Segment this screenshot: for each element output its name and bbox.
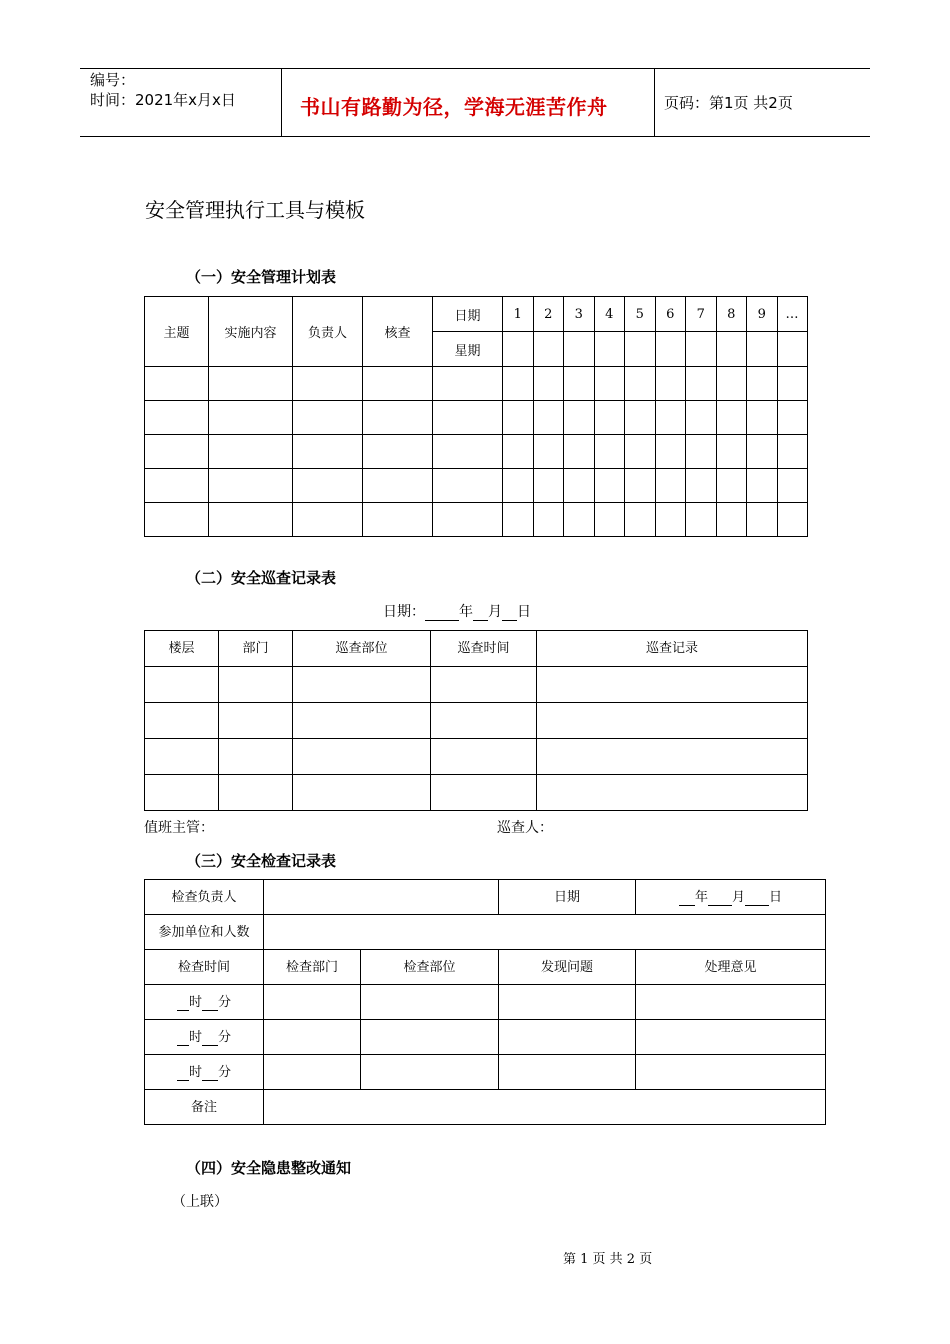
inspection-record-table xyxy=(144,879,826,1125)
document-number-label: 编号： xyxy=(90,71,136,89)
weekday-cell[interactable] xyxy=(594,332,625,367)
table-row xyxy=(145,775,808,811)
table-cell[interactable] xyxy=(503,435,534,469)
time-cell[interactable] xyxy=(145,1020,264,1055)
header-handling-opinion: 处理意见 xyxy=(636,950,826,985)
weekday-cell[interactable] xyxy=(777,332,807,367)
table-cell[interactable] xyxy=(431,775,537,811)
table-cell[interactable] xyxy=(655,401,686,435)
year-blank[interactable] xyxy=(425,604,459,621)
table-cell[interactable] xyxy=(433,503,503,537)
day-header: 2 xyxy=(533,297,564,332)
header-topic: 主题 xyxy=(145,297,209,367)
time-cell[interactable] xyxy=(145,985,264,1020)
header-weekday: 星期 xyxy=(433,332,503,367)
hour-label: 时 xyxy=(188,995,202,1010)
table-cell[interactable] xyxy=(533,401,564,435)
header-found-issues: 发现问题 xyxy=(499,950,636,985)
table-cell[interactable] xyxy=(625,367,656,401)
table-cell[interactable] xyxy=(209,401,293,435)
weekday-cell[interactable] xyxy=(747,332,778,367)
year-label: 年 xyxy=(694,890,708,905)
table-cell[interactable] xyxy=(686,435,717,469)
day-header: 8 xyxy=(716,297,747,332)
weekday-cell[interactable] xyxy=(533,332,564,367)
table-cell[interactable] xyxy=(747,401,778,435)
table-cell[interactable] xyxy=(533,469,564,503)
table-cell[interactable] xyxy=(363,469,433,503)
header-patrol-area: 巡查部位 xyxy=(293,631,431,667)
table-cell[interactable] xyxy=(361,985,499,1020)
table-cell[interactable] xyxy=(145,703,219,739)
header-divider xyxy=(281,69,282,136)
day-header: 3 xyxy=(564,297,595,332)
header-content: 实施内容 xyxy=(209,297,293,367)
table-cell[interactable] xyxy=(209,367,293,401)
table-cell[interactable] xyxy=(433,367,503,401)
table-cell[interactable] xyxy=(293,401,363,435)
day-header: … xyxy=(777,297,807,332)
table-cell[interactable] xyxy=(431,667,537,703)
weekday-cell[interactable] xyxy=(716,332,747,367)
table-cell[interactable] xyxy=(537,703,808,739)
safety-plan-table xyxy=(144,296,808,537)
header-divider xyxy=(654,69,655,136)
table-cell[interactable] xyxy=(264,1055,361,1090)
table-cell[interactable] xyxy=(716,401,747,435)
table-cell[interactable] xyxy=(363,503,433,537)
table-cell[interactable] xyxy=(499,985,636,1020)
table-cell[interactable] xyxy=(264,985,361,1020)
table-cell[interactable] xyxy=(655,435,686,469)
table-cell[interactable] xyxy=(625,401,656,435)
hour-blank[interactable] xyxy=(177,1065,189,1081)
table-row xyxy=(145,1055,826,1090)
table-cell[interactable] xyxy=(293,703,431,739)
day-blank[interactable] xyxy=(502,604,517,621)
table-cell[interactable] xyxy=(503,401,534,435)
minute-label: 分 xyxy=(218,1030,232,1045)
table-row xyxy=(145,1020,826,1055)
section-subtitle: （上联） xyxy=(172,1194,228,1210)
document-title: 安全管理执行工具与模板 xyxy=(145,198,365,222)
table-cell[interactable] xyxy=(777,469,807,503)
inspection-date-label: 日期 xyxy=(499,880,636,915)
table-cell[interactable] xyxy=(594,401,625,435)
header-patrol-time: 巡查时间 xyxy=(431,631,537,667)
table-cell[interactable] xyxy=(145,367,209,401)
table-cell[interactable] xyxy=(219,703,293,739)
table-cell[interactable] xyxy=(533,435,564,469)
table-cell[interactable] xyxy=(209,435,293,469)
section-title: （二）安全巡查记录表 xyxy=(186,569,337,587)
table-row xyxy=(145,435,808,469)
weekday-cell[interactable] xyxy=(564,332,595,367)
patrol-record-table xyxy=(144,630,808,811)
table-cell[interactable] xyxy=(264,1020,361,1055)
minute-blank[interactable] xyxy=(202,995,218,1011)
table-cell[interactable] xyxy=(594,367,625,401)
header-inspection-department: 检查部门 xyxy=(264,950,361,985)
table-cell[interactable] xyxy=(594,435,625,469)
table-cell[interactable] xyxy=(431,703,537,739)
weekday-cell[interactable] xyxy=(686,332,717,367)
table-row xyxy=(145,367,808,401)
table-cell[interactable] xyxy=(777,367,807,401)
table-row xyxy=(145,703,808,739)
header-inspection-area: 检查部位 xyxy=(361,950,499,985)
table-cell[interactable] xyxy=(655,469,686,503)
table-cell[interactable] xyxy=(209,469,293,503)
table-cell[interactable] xyxy=(537,775,808,811)
table-cell[interactable] xyxy=(533,367,564,401)
table-row xyxy=(145,503,808,537)
table-cell[interactable] xyxy=(433,469,503,503)
table-cell[interactable] xyxy=(777,503,807,537)
table-cell[interactable] xyxy=(293,739,431,775)
table-cell[interactable] xyxy=(686,401,717,435)
table-cell[interactable] xyxy=(209,503,293,537)
table-cell[interactable] xyxy=(625,435,656,469)
inspection-owner-label: 检查负责人 xyxy=(145,880,264,915)
weekday-cell[interactable] xyxy=(655,332,686,367)
table-row xyxy=(145,469,808,503)
table-cell[interactable] xyxy=(655,503,686,537)
day-header: 4 xyxy=(594,297,625,332)
table-cell[interactable] xyxy=(503,469,534,503)
table-row xyxy=(145,667,808,703)
header-date: 日期 xyxy=(433,297,503,332)
header-inspection-time: 检查时间 xyxy=(145,950,264,985)
document-time-label: 时间：2021年x月x日 xyxy=(90,91,236,109)
day-header: 1 xyxy=(503,297,534,332)
table-cell[interactable] xyxy=(625,469,656,503)
table-cell[interactable] xyxy=(503,367,534,401)
table-cell[interactable] xyxy=(564,503,595,537)
patrol-date-line xyxy=(383,601,531,621)
header-patrol-record: 巡查记录 xyxy=(537,631,808,667)
month-label: 月 xyxy=(488,604,502,620)
remark-label: 备注 xyxy=(145,1090,264,1125)
minute-label: 分 xyxy=(218,1065,232,1080)
weekday-cell[interactable] xyxy=(625,332,656,367)
inspection-date-value[interactable] xyxy=(636,880,826,915)
table-cell[interactable] xyxy=(361,1055,499,1090)
table-cell[interactable] xyxy=(363,367,433,401)
table-cell[interactable] xyxy=(363,435,433,469)
header-check: 核查 xyxy=(363,297,433,367)
hour-label: 时 xyxy=(188,1030,202,1045)
month-blank[interactable] xyxy=(708,890,732,906)
table-cell[interactable] xyxy=(145,739,219,775)
minute-blank[interactable] xyxy=(202,1065,218,1081)
page-number-label: 页码：第1页 共2页 xyxy=(664,94,793,112)
hour-label: 时 xyxy=(188,1065,202,1080)
year-label: 年 xyxy=(459,604,473,620)
table-cell[interactable] xyxy=(686,503,717,537)
day-blank[interactable] xyxy=(745,890,769,906)
table-cell[interactable] xyxy=(747,367,778,401)
table-cell[interactable] xyxy=(636,1020,826,1055)
table-cell[interactable] xyxy=(594,469,625,503)
table-cell[interactable] xyxy=(293,367,363,401)
inspection-owner-value[interactable] xyxy=(264,880,499,915)
day-header: 9 xyxy=(747,297,778,332)
section-title: （三）安全检查记录表 xyxy=(186,852,337,870)
patrol-date-label: 日期： xyxy=(383,604,425,620)
table-cell[interactable] xyxy=(564,401,595,435)
table-cell[interactable] xyxy=(564,469,595,503)
participants-value[interactable] xyxy=(264,915,826,950)
remark-value[interactable] xyxy=(264,1090,826,1125)
header-floor: 楼层 xyxy=(145,631,219,667)
participants-label: 参加单位和人数 xyxy=(145,915,264,950)
table-cell[interactable] xyxy=(564,367,595,401)
table-cell[interactable] xyxy=(636,1055,826,1090)
header-bottom-rule xyxy=(80,136,870,137)
table-cell[interactable] xyxy=(747,469,778,503)
table-cell[interactable] xyxy=(716,435,747,469)
table-cell[interactable] xyxy=(219,739,293,775)
table-cell[interactable] xyxy=(716,503,747,537)
table-cell[interactable] xyxy=(219,775,293,811)
hour-blank[interactable] xyxy=(177,1030,189,1046)
month-blank[interactable] xyxy=(473,604,488,621)
table-cell[interactable] xyxy=(777,401,807,435)
header-department: 部门 xyxy=(219,631,293,667)
table-cell[interactable] xyxy=(716,469,747,503)
table-cell[interactable] xyxy=(716,367,747,401)
table-cell[interactable] xyxy=(564,435,595,469)
table-cell[interactable] xyxy=(431,739,537,775)
table-cell[interactable] xyxy=(533,503,564,537)
table-cell[interactable] xyxy=(293,503,363,537)
table-row xyxy=(145,401,808,435)
table-cell[interactable] xyxy=(503,503,534,537)
month-label: 月 xyxy=(731,890,745,905)
table-row xyxy=(145,985,826,1020)
page-footer: 第 1 页 共 2 页 xyxy=(563,1252,653,1267)
table-cell[interactable] xyxy=(433,435,503,469)
supervisor-label: 值班主管： xyxy=(144,820,214,836)
table-cell[interactable] xyxy=(747,503,778,537)
header-owner: 负责人 xyxy=(293,297,363,367)
table-cell[interactable] xyxy=(293,469,363,503)
weekday-cell[interactable] xyxy=(503,332,534,367)
table-cell[interactable] xyxy=(293,667,431,703)
header-motto: 书山有路勤为径，学海无涯苦作舟 xyxy=(300,95,608,119)
table-cell[interactable] xyxy=(686,367,717,401)
table-cell[interactable] xyxy=(686,469,717,503)
table-cell[interactable] xyxy=(145,775,219,811)
table-cell[interactable] xyxy=(499,1020,636,1055)
minute-blank[interactable] xyxy=(202,1030,218,1046)
table-cell[interactable] xyxy=(145,401,209,435)
section-title: （四）安全隐患整改通知 xyxy=(186,1159,352,1177)
year-blank[interactable] xyxy=(679,890,695,906)
table-cell[interactable] xyxy=(219,667,293,703)
table-cell[interactable] xyxy=(537,739,808,775)
day-label: 日 xyxy=(517,604,531,620)
table-cell[interactable] xyxy=(145,667,219,703)
day-header: 5 xyxy=(625,297,656,332)
table-row xyxy=(145,739,808,775)
table-cell[interactable] xyxy=(747,435,778,469)
table-cell[interactable] xyxy=(636,985,826,1020)
table-cell[interactable] xyxy=(363,401,433,435)
inspector-label: 巡查人： xyxy=(497,820,553,836)
table-cell[interactable] xyxy=(625,503,656,537)
table-cell[interactable] xyxy=(499,1055,636,1090)
table-cell[interactable] xyxy=(293,775,431,811)
table-cell[interactable] xyxy=(145,469,209,503)
section-title: （一）安全管理计划表 xyxy=(186,268,337,286)
table-cell[interactable] xyxy=(433,401,503,435)
hour-blank[interactable] xyxy=(177,995,189,1011)
table-cell[interactable] xyxy=(361,1020,499,1055)
table-cell[interactable] xyxy=(537,667,808,703)
day-label: 日 xyxy=(769,890,783,905)
header-top-rule xyxy=(80,68,870,69)
table-cell[interactable] xyxy=(293,435,363,469)
table-cell[interactable] xyxy=(145,435,209,469)
minute-label: 分 xyxy=(218,995,232,1010)
table-cell[interactable] xyxy=(777,435,807,469)
table-cell[interactable] xyxy=(594,503,625,537)
time-cell[interactable] xyxy=(145,1055,264,1090)
table-cell[interactable] xyxy=(145,503,209,537)
table-cell[interactable] xyxy=(655,367,686,401)
day-header: 7 xyxy=(686,297,717,332)
day-header: 6 xyxy=(655,297,686,332)
